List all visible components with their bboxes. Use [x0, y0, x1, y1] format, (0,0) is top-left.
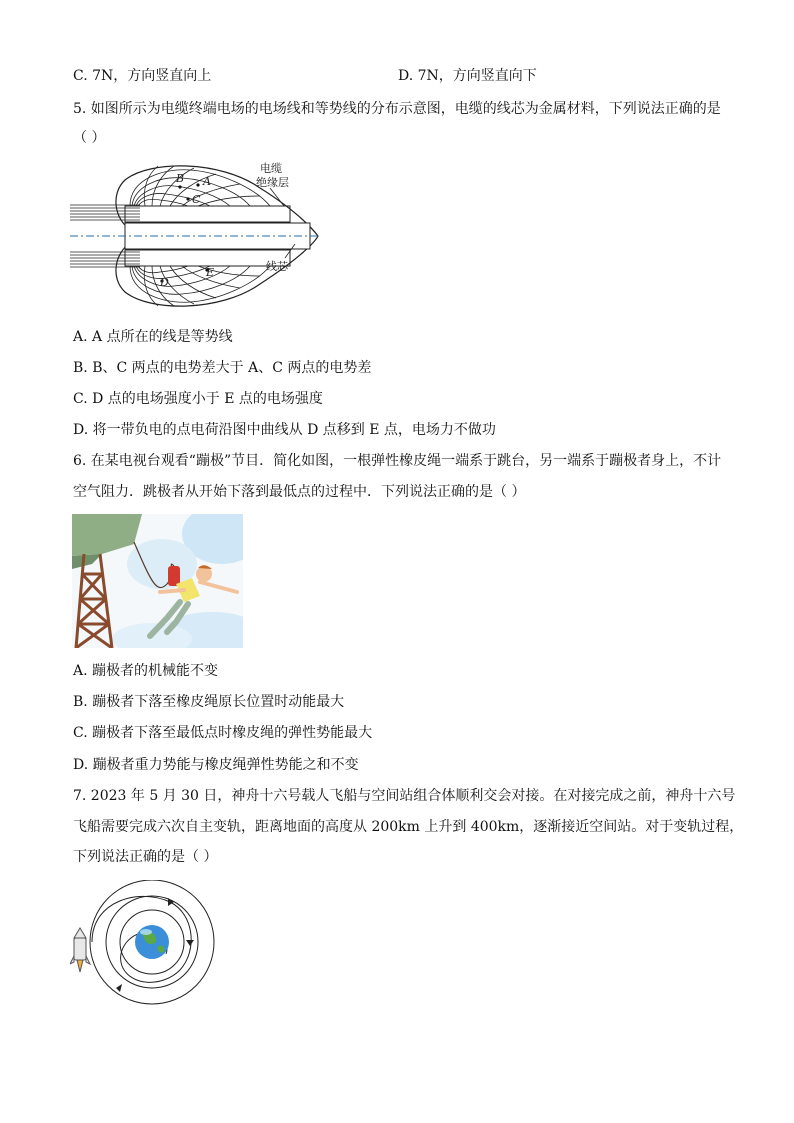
- option-d-prev: D. 7N，方向竖直向下: [398, 68, 537, 84]
- q7-stem-line1: 7. 2023 年 5 月 30 日，神舟十六号载人飞船与空间站组合体顺利交会对接。在对接完成之前，神舟十六号: [73, 788, 736, 804]
- q7-stem-line2: 飞船需要完成六次自主变轨，距离地面的高度从 200km 上升到 400km，逐渐接近空间站。对于变轨过程，: [73, 819, 744, 835]
- q6-option-d: D. 蹦极者重力势能与橡皮绳弹性势能之和不变: [73, 757, 359, 773]
- label-insulation: 绝缘层: [256, 176, 289, 189]
- q5-option-a: A. A 点所在的线是等势线: [73, 329, 233, 345]
- point-label-d: D: [160, 276, 169, 289]
- q6-option-a: A. 蹦极者的机械能不变: [73, 663, 219, 679]
- option-c-prev: C. 7N，方向竖直向上: [73, 68, 212, 84]
- point-label-c: C: [192, 193, 201, 206]
- q5-stem-line1: 5. 如图所示为电缆终端电场的电场线和等势线的分布示意图，电缆的线芯为金属材料，下列说法正确的是: [73, 101, 721, 117]
- q6-stem-line2: 空气阻力．跳极者从开始下落到最低点的过程中．下列说法正确的是（ ）: [73, 484, 526, 500]
- q7-stem-line3: 下列说法正确的是（ ）: [73, 849, 218, 865]
- bungee-jumper-illustration: [72, 514, 243, 648]
- label-cable: 电缆: [260, 162, 282, 175]
- q5-option-d: D. 将一带负电的点电荷沿图中曲线从 D 点移到 E 点，电场力不做功: [73, 422, 496, 438]
- point-label-a: A: [203, 175, 211, 188]
- q5-option-c: C. D 点的电场强度小于 E 点的电场强度: [73, 391, 323, 407]
- q6-stem-line1: 6. 在某电视台观看“蹦极”节目．简化如图，一根弹性橡皮绳一端系于跳台，另一端系于蹦极者身上，不计: [73, 453, 722, 469]
- q6-option-b: B. 蹦极者下落至橡皮绳原长位置时动能最大: [73, 694, 345, 710]
- point-label-e: E: [206, 266, 215, 279]
- point-label-b: B: [176, 172, 185, 185]
- q5-stem-line2: （ ）: [73, 130, 106, 146]
- q6-option-c: C. 蹦极者下落至最低点时橡皮绳的弹性势能最大: [73, 725, 373, 741]
- label-core: 线芯: [266, 260, 288, 273]
- cable-field-diagram: [70, 158, 320, 314]
- orbit-transfer-diagram: [70, 880, 220, 1010]
- q5-option-b: B. B、C 两点的电势差大于 A、C 两点的电势差: [73, 360, 372, 376]
